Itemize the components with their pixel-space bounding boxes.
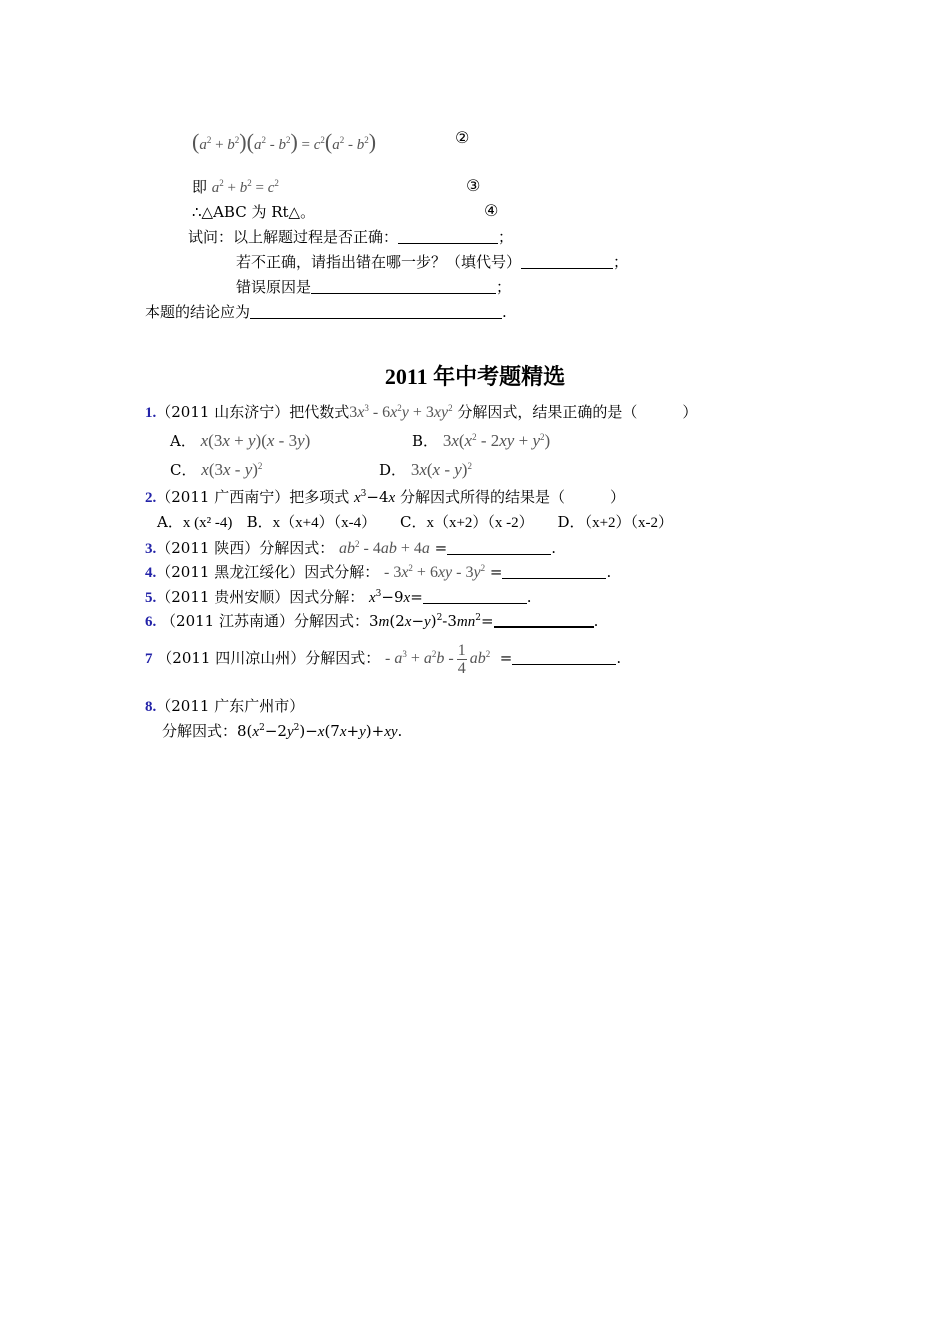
option-expr: （x+2）（x-2）: [584, 515, 674, 531]
option-label: B．: [246, 513, 273, 531]
problem-source: （2011 四川凉山州）分解因式：: [157, 649, 381, 667]
problem-8-prompt: 分解因式：: [162, 722, 238, 740]
problem-source: （2011 江苏南通）分解因式：: [161, 612, 369, 630]
option-label: D．: [379, 461, 407, 479]
step-marker-4: ④: [484, 201, 499, 220]
option-label: B．: [412, 432, 439, 450]
problem-number: 6.: [145, 614, 157, 630]
problem-number: 4.: [145, 565, 157, 581]
problem-1-option-a[interactable]: A． x(3x + y)(x - 3y): [170, 431, 311, 450]
problem-4: 4.（2011 黑龙江绥化）因式分解： - $3x^2 + 6xy - 3y^2$ = .: [145, 563, 612, 581]
option-expr: x（x+4）（x-4）: [272, 515, 377, 531]
problem-1-option-c[interactable]: C． x(3x - y)$^2$: [170, 460, 263, 479]
question-reason-text: 错误原因是: [236, 278, 312, 296]
problem-source: （2011 贵州安顺）因式分解：: [156, 588, 365, 606]
problem-7: 7 （2011 四川凉山州）分解因式： - $a^3 + a^2b$ - $\frac{1}{4}$ $ab^2$ = .: [145, 641, 622, 677]
problem-number: 1.: [145, 405, 157, 421]
step-marker-3: ③: [466, 176, 481, 195]
answer-blank[interactable]: [311, 279, 496, 294]
problem-source: （2011 山东济宁）把代数式: [156, 403, 350, 421]
problem-8-task: 分解因式：$8(x^2-2y^2)-x(7x+y)+xy$.: [162, 722, 403, 740]
problem-number: 3.: [145, 541, 157, 557]
question-conclusion: 本题的结论应为 .: [145, 303, 507, 321]
problem-number: 5.: [145, 590, 157, 606]
equals-sign: =: [499, 649, 513, 667]
fraction-one-quarter: $\frac{1}{4}$: [457, 641, 466, 677]
problem-6: 6. （2011 江苏南通）分解因式：$3m(2x-y)^2-3mn^2=$ .: [145, 612, 599, 630]
answer-blank[interactable]: [502, 564, 606, 579]
problem-source: （2011 黑龙江绥化）因式分解：: [156, 563, 380, 581]
problem-source: （2011 广东广州市）: [156, 697, 305, 715]
option-label: C．: [399, 513, 427, 531]
problem-2-option-a[interactable]: [157, 513, 232, 531]
answer-blank[interactable]: [447, 540, 551, 555]
equals-sign: =: [481, 612, 494, 630]
problem-2: 2.（2011 广西南宁）把多项式 $x^3-4x$ 分解因式所得的结果是（ ）: [145, 488, 625, 506]
problem-3: 3.（2011 陕西）分解因式： $ab^2 - 4ab + 4a$ = .: [145, 539, 556, 557]
question-step-text: 若不正确，请指出错在哪一步？（填代号）: [236, 253, 522, 271]
question-which-step: 若不正确，请指出错在哪一步？（填代号） ；: [236, 253, 629, 271]
eq3-prefix: 即: [192, 178, 208, 196]
answer-blank[interactable]: [250, 304, 502, 319]
problem-2-option-d[interactable]: [558, 513, 674, 531]
question-correct-text: 试问：以上解题过程是否正确：: [188, 228, 399, 246]
answer-blank[interactable]: [423, 589, 527, 604]
problem-tail: 分解因式，结果正确的是（ ）: [457, 403, 698, 421]
problem-tail: 分解因式所得的结果是（ ）: [399, 488, 625, 506]
equals-sign: =: [410, 588, 423, 606]
answer-blank[interactable]: [521, 254, 613, 269]
option-label: D．: [557, 513, 585, 531]
proof-conclusion: ∴△ABC 为 Rt△。: [192, 203, 316, 221]
problem-2-option-c[interactable]: [400, 513, 534, 531]
problem-number: 7: [145, 651, 153, 667]
answer-blank[interactable]: [494, 612, 594, 628]
answer-blank[interactable]: [512, 650, 616, 665]
problem-number: 2.: [145, 490, 157, 506]
problem-2-option-b[interactable]: [247, 513, 377, 531]
problem-5: 5.（2011 贵州安顺）因式分解： $x^3-9x=$ .: [145, 588, 532, 606]
option-label: A．: [157, 513, 183, 531]
equation-2: $(a^2 + b^2)(a^2 - b^2) = c^2(a^2 - b^2)$: [192, 129, 377, 154]
equals-sign: =: [489, 563, 503, 581]
equation-3: 即 $a^2 + b^2 = c^2$: [192, 178, 279, 196]
section-title: 2011 年中考题精选: [384, 364, 566, 389]
question-conclusion-text: 本题的结论应为: [145, 303, 251, 321]
answer-blank[interactable]: [398, 229, 498, 244]
option-label: A．: [170, 432, 196, 450]
option-expr: x（x+2）（x -2）: [426, 515, 534, 531]
option-expr: x (x² -4): [182, 515, 233, 531]
problem-1-option-d[interactable]: D． 3x(x - y)$^2$: [379, 460, 472, 479]
problem-1: 1.（2011 山东济宁）把代数式$3x^3 - 6x^2y + 3xy^2$ 分解因式，结果正确的是（ ）: [145, 403, 698, 421]
question-correct: 试问：以上解题过程是否正确： ；: [188, 228, 514, 246]
problem-1-option-b[interactable]: B． $3x(x^2 - 2xy + y^2)$: [412, 431, 551, 450]
problem-2-options: [157, 513, 673, 532]
step-marker-2: ②: [455, 128, 470, 147]
question-reason: 错误原因是 ；: [236, 278, 512, 296]
problem-8: [145, 697, 304, 716]
problem-source: （2011 陕西）分解因式：: [156, 539, 335, 557]
problem-number: 8.: [145, 699, 157, 715]
option-label: C．: [170, 461, 197, 479]
equals-sign: =: [434, 539, 448, 557]
problem-source: （2011 广西南宁）把多项式: [156, 488, 350, 506]
